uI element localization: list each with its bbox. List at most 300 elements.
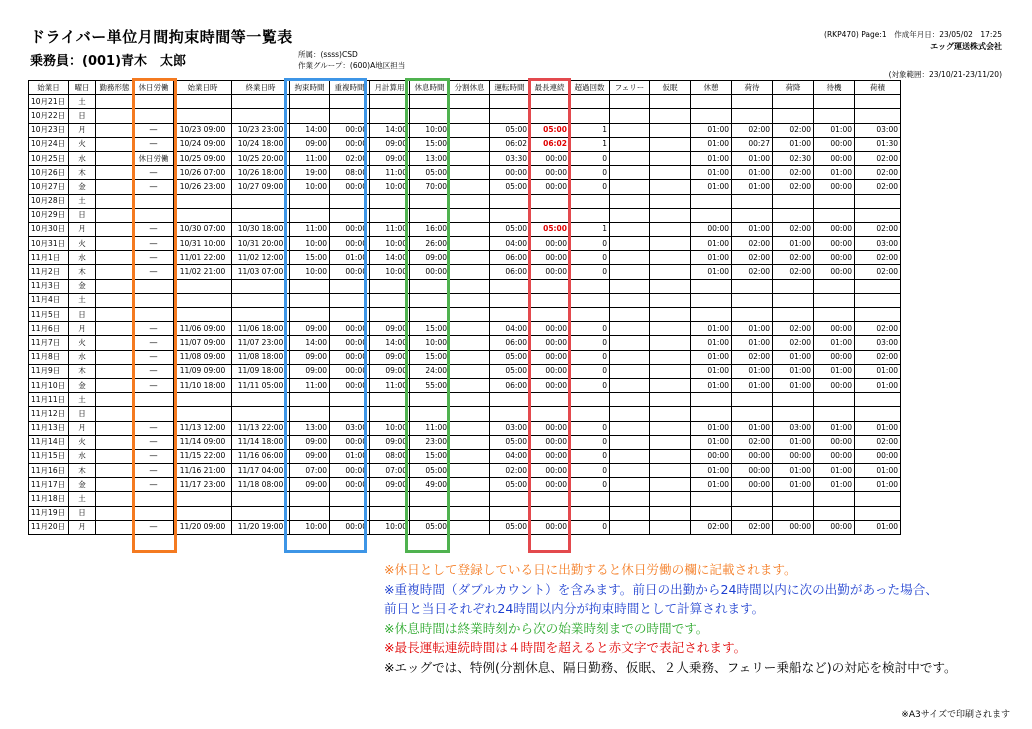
table-cell: 05:00 (530, 123, 570, 137)
table-header-row (29, 81, 901, 95)
table-row (29, 350, 901, 364)
table-cell: 土 (69, 393, 96, 407)
page-info: (RKP470) Page:1 作成年月日：23/05/02 17:25 (824, 30, 1002, 39)
table-cell (232, 492, 290, 506)
column-header: 休日労働 (134, 81, 174, 95)
table-cell: 02:00 (855, 166, 901, 180)
table-cell: 日 (69, 208, 96, 222)
table-cell (691, 293, 732, 307)
table-cell (410, 194, 450, 208)
table-cell: 11月20日 (29, 520, 69, 534)
table-cell: 00:00 (814, 180, 855, 194)
table-cell: 09:00 (290, 137, 330, 151)
table-cell (96, 421, 134, 435)
table-cell (96, 520, 134, 534)
table-cell (814, 308, 855, 322)
table-row (29, 180, 901, 194)
table-cell (410, 492, 450, 506)
table-cell (96, 222, 134, 236)
table-cell: 11/06 09:00 (174, 322, 232, 336)
table-cell: 0 (570, 237, 610, 251)
table-cell: 00:00 (330, 378, 370, 392)
table-cell: 月 (69, 222, 96, 236)
table-cell: 15:00 (410, 137, 450, 151)
table-row (29, 478, 901, 492)
column-header: 休息時間 (410, 81, 450, 95)
table-cell: 10:00 (290, 520, 330, 534)
column-header: 終業日時 (232, 81, 290, 95)
table-cell (610, 151, 650, 165)
table-cell (691, 407, 732, 421)
table-cell: 49:00 (410, 478, 450, 492)
table-cell: ― (134, 478, 174, 492)
table-cell: 金 (69, 378, 96, 392)
table-cell (450, 151, 490, 165)
table-cell (530, 393, 570, 407)
table-cell: 0 (570, 378, 610, 392)
table-cell: 水 (69, 151, 96, 165)
table-cell (232, 194, 290, 208)
table-cell: 00:00 (855, 449, 901, 463)
table-cell (450, 322, 490, 336)
table-cell (232, 293, 290, 307)
table-cell: 01:00 (814, 166, 855, 180)
table-cell: 01:00 (732, 336, 773, 350)
table-cell: 05:00 (490, 520, 530, 534)
table-cell: 00:00 (330, 435, 370, 449)
table-cell (174, 393, 232, 407)
table-cell: 01:00 (732, 364, 773, 378)
table-cell (370, 109, 410, 123)
table-cell (732, 492, 773, 506)
table-cell: 00:00 (530, 180, 570, 194)
table-cell: 70:00 (410, 180, 450, 194)
table-cell (96, 194, 134, 208)
table-cell: 03:00 (855, 336, 901, 350)
table-cell (330, 308, 370, 322)
table-cell (96, 407, 134, 421)
table-cell: 00:00 (814, 378, 855, 392)
company-name: エッグ運送株式会社 (930, 42, 1002, 51)
table-cell: 0 (570, 421, 610, 435)
table-cell: 11月16日 (29, 464, 69, 478)
table-cell: 55:00 (410, 378, 450, 392)
table-cell: 06:00 (490, 378, 530, 392)
table-cell: 26:00 (410, 237, 450, 251)
table-cell: 01:00 (691, 421, 732, 435)
column-header: 休憩 (691, 81, 732, 95)
table-cell: 00:00 (330, 350, 370, 364)
table-cell (650, 421, 691, 435)
table-cell: 10/30 18:00 (232, 222, 290, 236)
table-cell (134, 194, 174, 208)
table-cell: 01:00 (732, 180, 773, 194)
table-cell: 11月1日 (29, 251, 69, 265)
table-cell (330, 506, 370, 520)
table-cell: 10/31 10:00 (174, 237, 232, 251)
table-cell (330, 492, 370, 506)
table-cell: 19:00 (290, 166, 330, 180)
table-cell: 1 (570, 222, 610, 236)
table-cell (530, 109, 570, 123)
table-cell: 11/18 08:00 (232, 478, 290, 492)
table-cell (691, 194, 732, 208)
column-header: 荷積 (855, 81, 901, 95)
table-cell: 11月17日 (29, 478, 69, 492)
table-cell (732, 279, 773, 293)
table-cell (490, 506, 530, 520)
table-cell (450, 293, 490, 307)
table-cell: ― (134, 237, 174, 251)
table-cell (650, 109, 691, 123)
table-cell: 07:00 (290, 464, 330, 478)
note-special: ※エッグでは、特例(分割休息、隔日勤務、仮眠、２人乗務、フェリー乗船など)の対応を検討中です。 (384, 659, 957, 675)
table-cell: 00:00 (530, 520, 570, 534)
table-cell (370, 308, 410, 322)
table-cell (490, 393, 530, 407)
table-cell (691, 208, 732, 222)
table-cell (232, 279, 290, 293)
table-cell: 11/16 06:00 (232, 449, 290, 463)
table-cell (855, 393, 901, 407)
table-cell: ― (134, 322, 174, 336)
table-cell: 火 (69, 137, 96, 151)
table-cell (610, 492, 650, 506)
table-cell: 01:00 (732, 166, 773, 180)
table-cell (570, 109, 610, 123)
table-cell (450, 336, 490, 350)
table-cell: 02:00 (691, 520, 732, 534)
target-range: (対象範囲：23/10/21-23/11/20) (888, 70, 1002, 79)
table-cell (450, 378, 490, 392)
table-cell: 10:00 (290, 180, 330, 194)
table-cell (232, 308, 290, 322)
table-cell: 月 (69, 322, 96, 336)
table-cell (570, 506, 610, 520)
table-cell: 05:00 (490, 222, 530, 236)
table-cell: 01:00 (732, 151, 773, 165)
table-cell: 10月31日 (29, 237, 69, 251)
table-cell: 00:00 (330, 520, 370, 534)
table-cell (530, 293, 570, 307)
table-cell (610, 478, 650, 492)
table-cell: 0 (570, 350, 610, 364)
table-cell: 10:00 (370, 180, 410, 194)
table-cell: 10:00 (370, 265, 410, 279)
table-cell: 木 (69, 464, 96, 478)
table-cell (232, 393, 290, 407)
table-cell: 11/17 04:00 (232, 464, 290, 478)
table-cell: 10/23 09:00 (174, 123, 232, 137)
table-cell: 01:00 (691, 322, 732, 336)
table-cell: 11:00 (290, 151, 330, 165)
table-cell (610, 279, 650, 293)
table-cell: 01:00 (691, 478, 732, 492)
table-cell: 05:00 (490, 180, 530, 194)
table-cell: 01:00 (691, 435, 732, 449)
table-cell (370, 293, 410, 307)
table-cell: 03:00 (773, 421, 814, 435)
table-cell: 01:00 (855, 421, 901, 435)
table-cell: 09:00 (370, 151, 410, 165)
table-cell (330, 194, 370, 208)
table-cell (650, 378, 691, 392)
table-cell: 15:00 (410, 322, 450, 336)
table-cell: 00:00 (732, 464, 773, 478)
table-cell (650, 222, 691, 236)
table-cell: 02:00 (732, 251, 773, 265)
table-cell (450, 222, 490, 236)
table-cell: ― (134, 123, 174, 137)
table-cell: 02:00 (773, 336, 814, 350)
table-cell (96, 478, 134, 492)
table-cell: 10:00 (410, 336, 450, 350)
table-cell (814, 279, 855, 293)
table-cell: 05:00 (410, 520, 450, 534)
table-cell: 11月14日 (29, 435, 69, 449)
table-cell (650, 123, 691, 137)
table-cell: 土 (69, 293, 96, 307)
table-cell (650, 449, 691, 463)
table-cell (814, 194, 855, 208)
table-cell (370, 492, 410, 506)
table-cell: 00:00 (530, 421, 570, 435)
table-cell (330, 95, 370, 109)
table-cell: 09:00 (290, 478, 330, 492)
table-cell: 09:00 (370, 350, 410, 364)
table-cell (530, 208, 570, 222)
table-cell: 11月18日 (29, 492, 69, 506)
report-title: ドライバー単位月間拘束時間等一覧表 (30, 28, 293, 46)
table-cell (134, 208, 174, 222)
table-cell: 15:00 (410, 350, 450, 364)
table-cell (530, 279, 570, 293)
table-row (29, 208, 901, 222)
table-cell (814, 208, 855, 222)
table-cell (450, 109, 490, 123)
table-cell (610, 421, 650, 435)
table-cell (773, 407, 814, 421)
table-cell (232, 109, 290, 123)
table-cell (570, 407, 610, 421)
work-group-line: 作業グループ：(600)A地区担当 (298, 61, 406, 70)
table-cell (290, 293, 330, 307)
table-cell: 02:00 (732, 350, 773, 364)
table-cell: 06:00 (490, 336, 530, 350)
table-cell (450, 520, 490, 534)
table-cell (610, 449, 650, 463)
table-cell: 00:00 (330, 364, 370, 378)
table-cell: 00:00 (814, 520, 855, 534)
table-cell (650, 506, 691, 520)
column-header: 重複時間 (330, 81, 370, 95)
table-cell (174, 208, 232, 222)
table-cell (232, 407, 290, 421)
table-cell (610, 506, 650, 520)
table-cell (450, 123, 490, 137)
table-cell (490, 194, 530, 208)
table-cell: 10/30 07:00 (174, 222, 232, 236)
table-cell (530, 95, 570, 109)
table-cell: 02:00 (732, 237, 773, 251)
table-cell (450, 421, 490, 435)
table-row (29, 506, 901, 520)
table-cell: 00:00 (330, 237, 370, 251)
table-cell (732, 506, 773, 520)
table-cell (174, 293, 232, 307)
table-cell (370, 407, 410, 421)
table-cell: 00:00 (330, 180, 370, 194)
table-cell (570, 194, 610, 208)
department-line: 所属：(ssss)CSD (298, 50, 358, 59)
table-cell (773, 393, 814, 407)
table-cell (650, 336, 691, 350)
table-cell: 11/14 18:00 (232, 435, 290, 449)
table-cell (732, 194, 773, 208)
table-row (29, 364, 901, 378)
table-cell (450, 95, 490, 109)
table-cell (650, 393, 691, 407)
column-header: 勤務形態 (96, 81, 134, 95)
table-cell: 02:00 (855, 151, 901, 165)
column-header: 超過回数 (570, 81, 610, 95)
table-cell: 00:00 (814, 435, 855, 449)
table-cell: ― (134, 421, 174, 435)
table-cell: 09:00 (290, 435, 330, 449)
table-cell: 11/02 12:00 (232, 251, 290, 265)
table-cell (650, 166, 691, 180)
column-header: 荷降 (773, 81, 814, 95)
table-cell (610, 520, 650, 534)
table-cell: ― (134, 378, 174, 392)
table-cell (370, 208, 410, 222)
table-cell: 日 (69, 407, 96, 421)
table-cell (855, 492, 901, 506)
table-cell (610, 407, 650, 421)
table-cell: 00:00 (330, 322, 370, 336)
table-row (29, 123, 901, 137)
table-cell: 00:00 (814, 350, 855, 364)
table-cell: 00:00 (814, 322, 855, 336)
table-cell: 10/23 23:00 (232, 123, 290, 137)
table-cell (96, 166, 134, 180)
table-cell (96, 378, 134, 392)
table-cell (410, 393, 450, 407)
table-cell (650, 208, 691, 222)
table-cell: 01:00 (330, 449, 370, 463)
table-row (29, 166, 901, 180)
table-cell: 10/26 18:00 (232, 166, 290, 180)
table-cell (814, 407, 855, 421)
table-cell (570, 492, 610, 506)
table-cell (610, 137, 650, 151)
table-cell: 01:00 (773, 478, 814, 492)
table-cell: 10:00 (410, 123, 450, 137)
table-cell (773, 95, 814, 109)
table-cell (410, 208, 450, 222)
table-cell: 10/27 09:00 (232, 180, 290, 194)
table-cell (96, 237, 134, 251)
table-cell: ― (134, 251, 174, 265)
table-cell: 01:00 (773, 364, 814, 378)
table-cell: 09:00 (290, 322, 330, 336)
table-cell: 0 (570, 478, 610, 492)
table-cell: 0 (570, 435, 610, 449)
table-cell (732, 208, 773, 222)
table-cell (570, 293, 610, 307)
table-cell: 01:30 (855, 137, 901, 151)
table-cell (410, 293, 450, 307)
table-cell: 10:00 (290, 237, 330, 251)
table-cell: 01:00 (330, 251, 370, 265)
table-cell: 火 (69, 336, 96, 350)
table-cell: 02:30 (773, 151, 814, 165)
table-cell (96, 435, 134, 449)
table-cell: 13:00 (410, 151, 450, 165)
table-cell: 休日労働 (134, 151, 174, 165)
table-cell (773, 208, 814, 222)
table-cell: 01:00 (814, 364, 855, 378)
table-cell (650, 95, 691, 109)
table-cell (450, 251, 490, 265)
table-cell: 01:00 (855, 478, 901, 492)
table-cell (814, 492, 855, 506)
table-cell (370, 95, 410, 109)
table-cell (134, 308, 174, 322)
table-cell: 04:00 (490, 449, 530, 463)
table-cell (855, 308, 901, 322)
table-row (29, 222, 901, 236)
table-cell: 09:00 (370, 322, 410, 336)
table-cell: 土 (69, 492, 96, 506)
table-cell (814, 293, 855, 307)
table-cell: 00:00 (330, 123, 370, 137)
table-cell: 11/13 22:00 (232, 421, 290, 435)
table-cell (450, 435, 490, 449)
table-cell: 00:00 (814, 137, 855, 151)
table-cell: 11月10日 (29, 378, 69, 392)
table-cell (96, 464, 134, 478)
table-cell: 00:00 (330, 222, 370, 236)
table-cell (650, 137, 691, 151)
table-cell (290, 492, 330, 506)
table-cell: 00:00 (814, 151, 855, 165)
table-cell: 00:00 (330, 336, 370, 350)
table-cell: 05:00 (410, 166, 450, 180)
table-cell: ― (134, 222, 174, 236)
table-cell: 00:00 (530, 464, 570, 478)
table-cell: 10月24日 (29, 137, 69, 151)
table-cell: 01:00 (691, 336, 732, 350)
table-cell (732, 308, 773, 322)
table-cell: 09:00 (370, 435, 410, 449)
table-cell: ― (134, 449, 174, 463)
table-cell (96, 151, 134, 165)
table-cell (570, 393, 610, 407)
table-cell (134, 393, 174, 407)
table-cell: 00:00 (732, 449, 773, 463)
table-row (29, 336, 901, 350)
table-row (29, 393, 901, 407)
table-cell (490, 308, 530, 322)
table-cell: 01:00 (773, 464, 814, 478)
table-cell (570, 279, 610, 293)
table-cell: 05:00 (410, 464, 450, 478)
table-cell (450, 464, 490, 478)
table-cell: 01:00 (814, 421, 855, 435)
table-cell: 11/15 22:00 (174, 449, 232, 463)
table-cell (330, 407, 370, 421)
